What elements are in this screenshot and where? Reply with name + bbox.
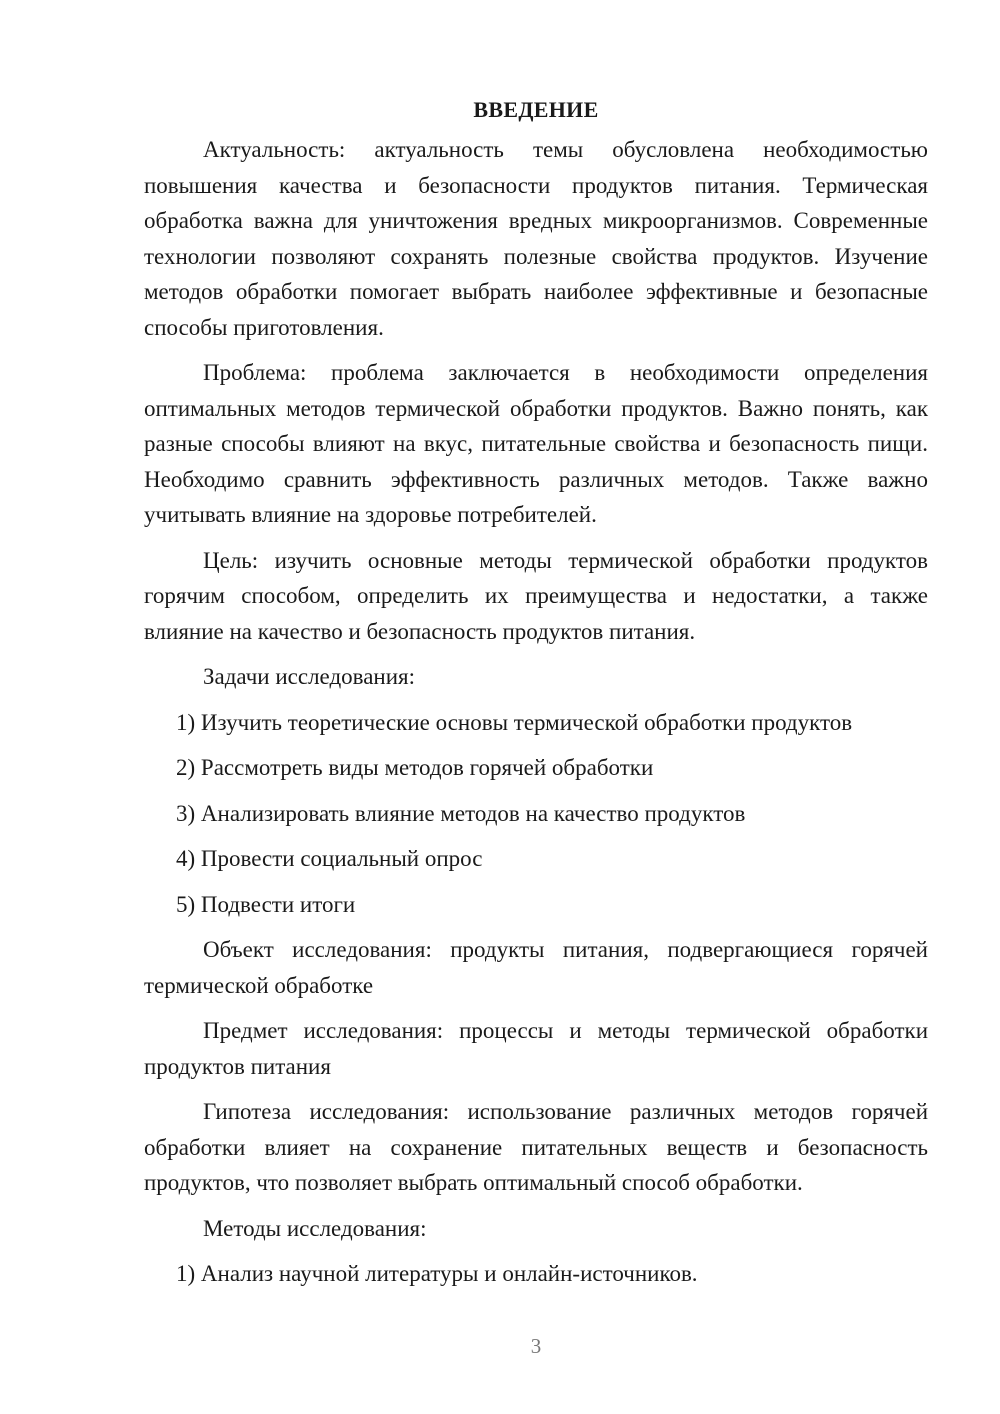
- list-item: 4) Провести социальный опрос: [176, 846, 483, 871]
- goal-paragraph: Цель: изучить основные методы термической обработки продуктов горячим способом, определить их преимущества и недостатки, а также влияние на качество и безопасность продуктов питания.: [144, 547, 928, 644]
- methods-heading: Методы исследования:: [203, 1215, 427, 1241]
- page-content: [144, 92, 928, 1302]
- page-number: 3: [530, 1334, 542, 1358]
- subject-paragraph: Предмет исследования: процессы и методы термической обработки продуктов питания: [144, 1018, 928, 1079]
- list-item: 1) Изучить теоретические основы термической обработки продуктов: [176, 709, 853, 735]
- list-item: 1) Анализ научной литературы и онлайн-источников.: [176, 1261, 698, 1286]
- page-title: ВВЕДЕНИЕ: [473, 97, 599, 122]
- tasks-heading: Задачи исследования:: [203, 664, 416, 689]
- relevance-paragraph: Актуальность: актуальность темы обусловлена необходимостью повышения качества и безопасности продуктов питания. Термическая обработка важна для уничтожения вредных микроорганизмов. Современные технологии позволяют сохранять полезные свойства продуктов. Изучение методов обработки помогает выбрать наиболее эффективные и безопасные способы приготовления.: [144, 137, 928, 340]
- list-item: 5) Подвести итоги: [176, 891, 356, 917]
- list-item: 3) Анализировать влияние методов на качество продуктов: [176, 800, 746, 826]
- object-paragraph: Объект исследования: продукты питания, подвергающиеся горячей термической обработке: [144, 937, 928, 998]
- problem-paragraph: Проблема: проблема заключается в необходимости определения оптимальных методов термической обработки продуктов. Важно понять, как разные способы влияют на вкус, питательные свойства и безопасность пищи. Необходимо сравнить эффективность различных методов. Также важно учитывать влияние на здоровье потребителей.: [144, 360, 928, 527]
- tasks-list: [144, 705, 928, 923]
- list-item: 2) Рассмотреть виды методов горячей обработки: [176, 755, 654, 780]
- methods-list: [144, 1256, 928, 1292]
- hypothesis-paragraph: Гипотеза исследования: использование различных методов горячей обработки влияет на сохранение питательных веществ и безопасность продуктов, что позволяет выбрать оптимальный способ обработки.: [144, 1099, 928, 1195]
